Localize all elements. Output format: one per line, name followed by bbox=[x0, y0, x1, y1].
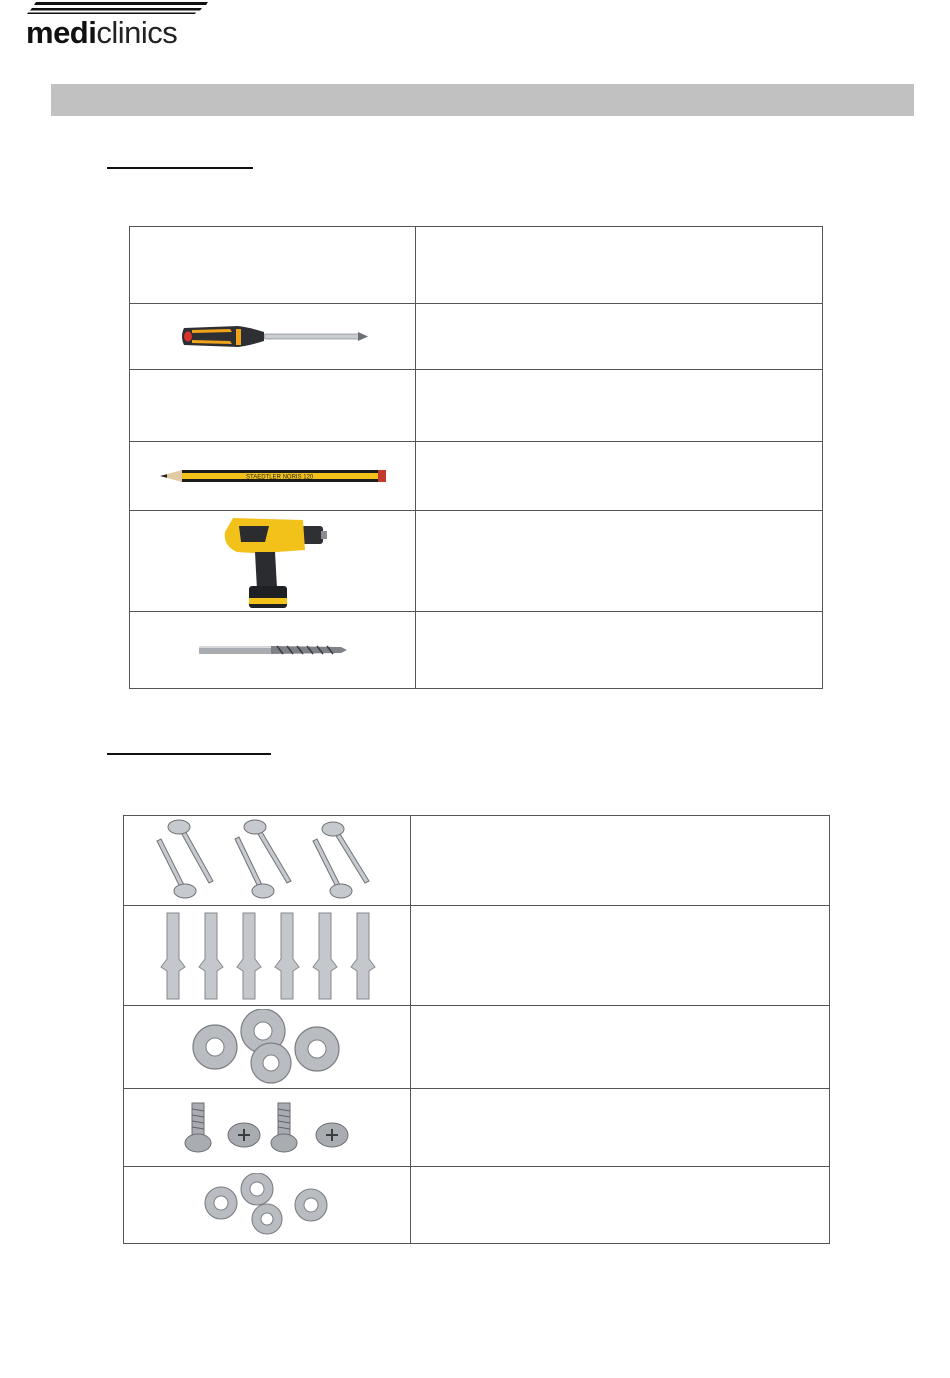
small-washers-icon bbox=[203, 1173, 331, 1237]
wood-screws-icon bbox=[151, 819, 383, 903]
tools-image-cell bbox=[130, 612, 416, 689]
parts-row bbox=[124, 816, 830, 906]
tools-image-cell bbox=[130, 511, 416, 612]
tools-image-cell bbox=[130, 442, 416, 511]
tools-label-cell bbox=[416, 370, 823, 442]
machine-screws-icon bbox=[184, 1099, 350, 1157]
logo-stripes bbox=[26, 0, 208, 14]
parts-label-cell bbox=[411, 1167, 830, 1244]
tools-label-cell bbox=[416, 304, 823, 370]
brand-logo bbox=[26, 0, 208, 52]
pencil-imprint: STAEDTLER NORIS 120 bbox=[245, 474, 313, 481]
parts-row bbox=[124, 906, 830, 1006]
screwdriver-icon bbox=[178, 320, 368, 354]
tools-row bbox=[130, 370, 823, 442]
parts-image-cell bbox=[124, 1167, 411, 1244]
logo-word-bold: medi bbox=[26, 15, 97, 50]
parts-label-cell bbox=[411, 906, 830, 1006]
tools-image-cell bbox=[130, 304, 416, 370]
logo-wordmark bbox=[26, 16, 177, 50]
tools-row bbox=[130, 442, 823, 511]
tools-image-cell bbox=[130, 227, 416, 304]
section-header-band bbox=[51, 84, 914, 116]
parts-image-cell bbox=[124, 816, 411, 906]
parts-label-cell bbox=[411, 1006, 830, 1089]
tools-heading-underline bbox=[107, 167, 253, 169]
drill-bit-icon bbox=[199, 643, 347, 657]
tools-label-cell bbox=[416, 442, 823, 511]
tools-image-cell bbox=[130, 370, 416, 442]
pencil-icon bbox=[160, 467, 386, 485]
wall-plugs-icon bbox=[157, 909, 377, 1003]
tools-row bbox=[130, 612, 823, 689]
parts-label-cell bbox=[411, 1089, 830, 1167]
parts-image-cell bbox=[124, 1006, 411, 1089]
parts-image-cell bbox=[124, 906, 411, 1006]
tools-label-cell bbox=[416, 227, 823, 304]
tools-table bbox=[129, 226, 823, 689]
parts-row bbox=[124, 1167, 830, 1244]
tools-label-cell bbox=[416, 612, 823, 689]
large-washers-icon bbox=[191, 1009, 343, 1085]
tools-row bbox=[130, 511, 823, 612]
parts-row bbox=[124, 1006, 830, 1089]
cordless-drill-icon bbox=[219, 512, 327, 610]
logo-word-light: clinics bbox=[96, 15, 178, 50]
parts-row bbox=[124, 1089, 830, 1167]
tools-label-cell bbox=[416, 511, 823, 612]
parts-heading-underline bbox=[107, 753, 271, 755]
parts-image-cell bbox=[124, 1089, 411, 1167]
parts-label-cell bbox=[411, 816, 830, 906]
tools-row bbox=[130, 304, 823, 370]
tools-row bbox=[130, 227, 823, 304]
parts-table bbox=[123, 815, 830, 1244]
